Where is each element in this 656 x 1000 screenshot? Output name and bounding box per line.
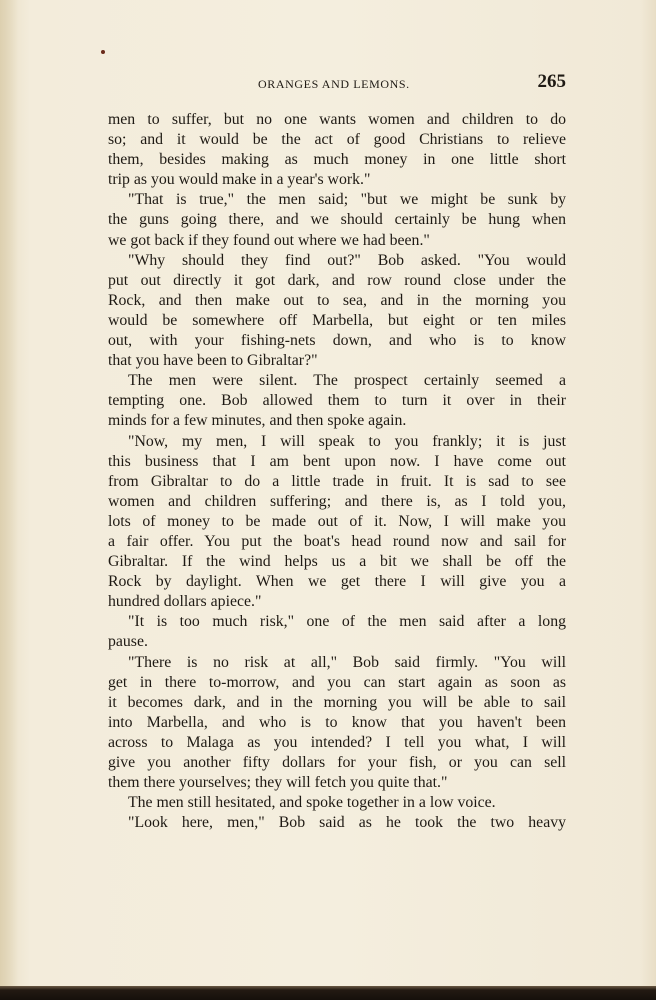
text-line: put out directly it got dark, and row round close under the xyxy=(108,271,566,289)
text-line: The men still hesitated, and spoke together in a low voice. xyxy=(128,794,496,812)
text-line: "Why should they find out?" Bob asked. "You would xyxy=(128,251,566,269)
text-line: across to Malaga as you intended? I tell you what, I will xyxy=(108,733,566,751)
text-line: lots of money to be made out of it. Now, I will make you xyxy=(108,512,566,530)
text-line: them, besides making as much money in one little short xyxy=(108,151,566,169)
text-line: into Marbella, and who is to know that you haven't been xyxy=(108,713,566,731)
text-line: "That is true," the men said; "but we might be sunk by xyxy=(128,191,566,209)
text-line: Rock by daylight. When we get there I will give you a xyxy=(108,573,566,591)
ink-speck xyxy=(101,50,105,54)
page-number: 265 xyxy=(537,71,566,92)
text-line: get in there to-morrow, and you can start again as soon as xyxy=(108,673,566,691)
page-header xyxy=(108,71,566,97)
text-line: them there yourselves; they will fetch you quite that." xyxy=(108,774,448,792)
text-line: so; and it would be the act of good Christians to relieve xyxy=(108,131,566,149)
text-line: would be somewhere off Marbella, but eight or ten miles xyxy=(108,311,566,329)
text-line: out, with your fishing-nets down, and who is to know xyxy=(108,332,566,350)
text-line: pause. xyxy=(108,633,148,651)
text-line: give you another fifty dollars for your fish, or you can sell xyxy=(108,754,566,771)
body-text xyxy=(108,110,566,833)
text-line: women and children suffering; and there is, as I told you, xyxy=(108,492,566,510)
text-line: that you have been to Gibraltar?" xyxy=(108,352,318,370)
text-line: The men were silent. The prospect certainly seemed a xyxy=(128,372,566,390)
text-line: "There is no risk at all," Bob said firmly. "You will xyxy=(128,653,566,671)
text-line: Rock, and then make out to sea, and in the morning you xyxy=(108,291,566,309)
text-line: minds for a few minutes, and then spoke again. xyxy=(108,412,407,430)
running-head: ORANGES AND LEMONS. xyxy=(258,77,410,91)
text-line: we got back if they found out where we had been." xyxy=(108,231,430,249)
text-line: "Now, my men, I will speak to you frankly; it is just xyxy=(128,432,566,450)
text-line: tempting one. Bob allowed them to turn it over in their xyxy=(108,392,566,410)
text-line: Gibraltar. If the wind helps us a bit we shall be off the xyxy=(108,553,566,571)
text-line: from Gibraltar to do a little trade in fruit. It is sad to see xyxy=(108,472,566,490)
scan-bottom-edge xyxy=(0,986,656,1000)
page-gutter-shadow xyxy=(0,0,18,1000)
text-line: "Look here, men," Bob said as he took the two heavy xyxy=(128,814,566,832)
text-line: men to suffer, but no one wants women and children to do xyxy=(108,111,566,128)
text-line: this business that I am bent upon now. I have come out xyxy=(108,452,566,470)
text-line: trip as you would make in a year's work." xyxy=(108,171,371,189)
text-line: a fair offer. You put the boat's head round now and sail for xyxy=(108,532,566,550)
text-line: the guns going there, and we should certainly be hung when xyxy=(108,211,566,229)
text-line: it becomes dark, and in the morning you will be able to sail xyxy=(108,693,566,711)
text-line: "It is too much risk," one of the men said after a long xyxy=(128,613,566,631)
text-line: hundred dollars apiece." xyxy=(108,593,262,611)
